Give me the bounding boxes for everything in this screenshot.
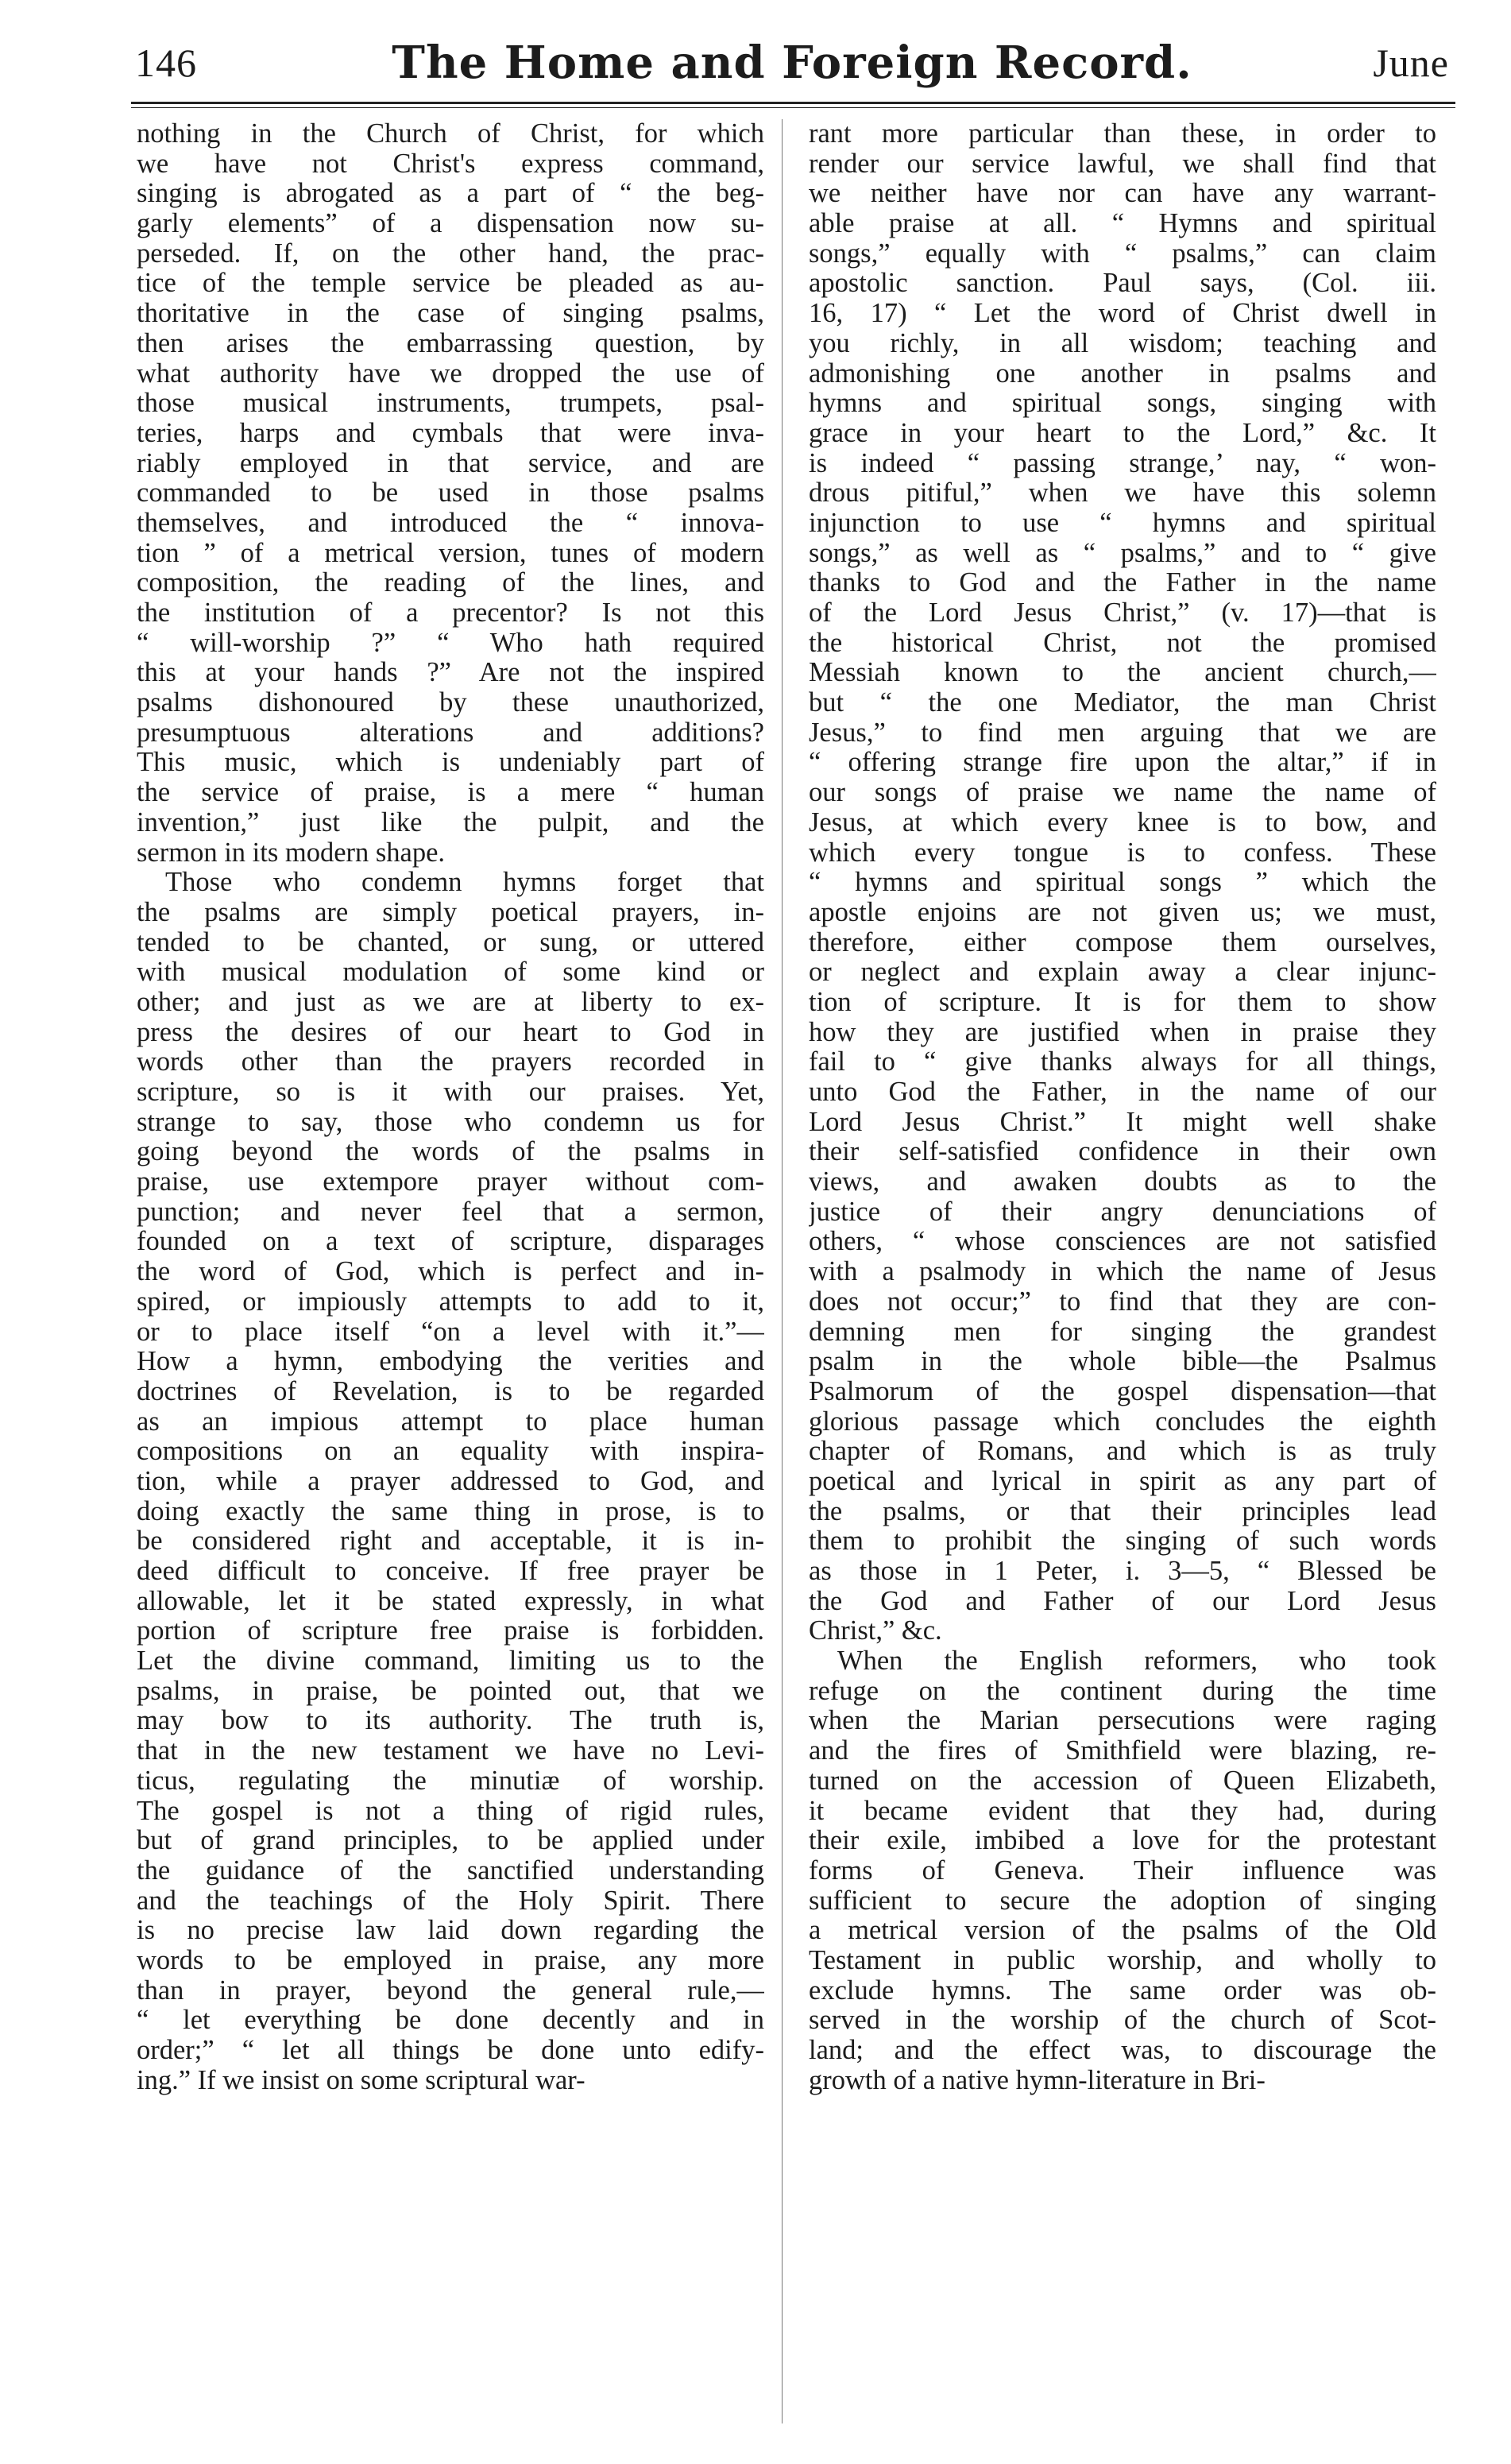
text-line: growth of a native hymn-literature in Bri- (809, 2065, 1266, 2095)
text-line: psalm in the whole bible—the Psalmus (809, 1347, 1436, 1377)
text-line: Let the divine command, limiting us to the (137, 1646, 764, 1677)
text-line: spired, or impiously attempts to add to it, (137, 1286, 764, 1317)
text-line: that in the new testament we have no Levi- (137, 1736, 764, 1766)
text-line: of the Lord Jesus Christ,” (v. 17)—that is (809, 598, 1436, 628)
text-line: riably employed in that service, and are (137, 448, 764, 478)
text-line: the service of praise, is a mere “ human (137, 778, 764, 808)
text-line: their exile, imbibed a love for the protestant (809, 1826, 1436, 1856)
text-line: or neglect and explain away a clear injunc- (809, 957, 1436, 988)
text-line: unto God the Father, in the name of our (809, 1077, 1436, 1107)
text-line: tion ” of a metrical version, tunes of modern (137, 538, 764, 568)
text-line: Testament in public worship, and wholly to (809, 1945, 1436, 1975)
text-line: How a hymn, embodying the verities and (137, 1347, 764, 1377)
text-line: as those in 1 Peter, i. 3—5, “ Blessed be (809, 1557, 1436, 1586)
text-line: served in the worship of the church of Scot- (809, 2006, 1436, 2036)
text-line: presumptuous alterations and additions? (137, 718, 764, 748)
text-line: we neither have nor can have any warrant- (809, 179, 1436, 209)
text-line: poetical and lyrical in spirit as any part of (809, 1466, 1436, 1496)
page-number: 146 (135, 41, 197, 85)
text-line: invention,” just like the pulpit, and the (137, 807, 764, 837)
text-line: garly elements” of a dispensation now su- (137, 209, 764, 239)
text-line: singing is abrogated as a part of “ the beg- (137, 179, 764, 209)
running-header (135, 35, 1449, 91)
text-line: is indeed “ passing strange,’ nay, “ won- (809, 448, 1436, 478)
text-line: tended to be chanted, or sung, or uttered (137, 927, 764, 957)
text-line: admonishing one another in psalms and (809, 358, 1436, 389)
text-line: but “ the one Mediator, the man Christ (809, 688, 1436, 718)
text-line: turned on the accession of Queen Elizabeth, (809, 1766, 1436, 1796)
text-line: Jesus,” to find men arguing that we are (809, 718, 1436, 748)
text-line: a metrical version of the psalms of the Old (809, 1916, 1436, 1946)
text-line: apostle enjoins are not given us; we must, (809, 897, 1436, 927)
right-column (809, 119, 1436, 2095)
left-column (137, 119, 764, 2095)
text-line: this at your hands ?” Are not the inspired (137, 658, 764, 688)
text-line: which every tongue is to confess. These (809, 837, 1436, 868)
text-line: those musical instruments, trumpets, psal- (137, 389, 764, 419)
text-line: “ will-worship ?” “ Who hath required (137, 628, 764, 658)
text-line: the God and Father of our Lord Jesus (809, 1586, 1436, 1616)
text-line: The gospel is not a thing of rigid rules, (137, 1796, 764, 1826)
text-line: portion of scripture free praise is forbidden. (137, 1616, 764, 1646)
text-line: therefore, either compose them ourselves, (809, 927, 1436, 957)
text-line: others, “ whose consciences are not satisfied (809, 1227, 1436, 1257)
text-line: nothing in the Church of Christ, for which (137, 119, 764, 149)
text-line: land; and the effect was, to discourage the (809, 2036, 1436, 2065)
text-line: tion, while a prayer addressed to God, and (137, 1466, 764, 1496)
text-line: or to place itself “on a level with it.”— (137, 1317, 764, 1347)
text-line: doing exactly the same thing in prose, is to (137, 1496, 764, 1526)
text-line: press the desires of our heart to God in (137, 1017, 764, 1047)
issue-month: June (1373, 41, 1449, 85)
text-line: sermon in its modern shape. (137, 837, 446, 868)
text-line: tion of scripture. It is for them to show (809, 987, 1436, 1017)
text-line: order;” “ let all things be done unto edify- (137, 2036, 764, 2065)
journal-title: The Home and Foreign Record. (392, 37, 1192, 89)
text-line: themselves, and introduced the “ innova- (137, 508, 764, 538)
text-line: tice of the temple service be pleaded as au- (137, 269, 764, 299)
text-line: with musical modulation of some kind or (137, 957, 764, 988)
text-line: doctrines of Revelation, is to be regarded (137, 1376, 764, 1406)
text-line: be considered right and acceptable, it is in- (137, 1526, 764, 1557)
text-line: the institution of a precentor? Is not this (137, 598, 764, 628)
text-line: founded on a text of scripture, disparages (137, 1227, 764, 1257)
text-line: we have not Christ's express command, (137, 149, 764, 179)
text-line: songs,” as well as “ psalms,” and to “ give (809, 538, 1436, 568)
text-line: Lord Jesus Christ.” It might well shake (809, 1107, 1436, 1137)
text-line: how they are justified when in praise they (809, 1017, 1436, 1047)
text-line: does not occur;” to find that they are con- (809, 1286, 1436, 1317)
text-line: grace in your heart to the Lord,” &c. It (809, 418, 1436, 448)
text-line: rant more particular than these, in order to (809, 119, 1436, 149)
text-line: and the fires of Smithfield were blazing, re- (809, 1736, 1436, 1766)
text-line: other; and just as we are at liberty to ex- (137, 987, 764, 1017)
text-line: glorious passage which concludes the eighth (809, 1406, 1436, 1437)
text-line: you richly, in all wisdom; teaching and (809, 328, 1436, 358)
text-line: Christ,” &c. (809, 1616, 942, 1646)
text-line: forms of Geneva. Their influence was (809, 1855, 1436, 1886)
text-line: psalms dishonoured by these unauthorized, (137, 688, 764, 718)
text-line: able praise at all. “ Hymns and spiritual (809, 209, 1436, 239)
text-line: perseded. If, on the other hand, the prac- (137, 238, 764, 269)
text-line: ticus, regulating the minutiæ of worship. (137, 1766, 764, 1796)
text-line: Messiah known to the ancient church,— (809, 658, 1436, 688)
text-line: views, and awaken doubts as to the (809, 1167, 1436, 1197)
text-line: justice of their angry denunciations of (809, 1197, 1436, 1227)
text-line: words to be employed in praise, any more (137, 1945, 764, 1975)
text-line: exclude hymns. The same order was ob- (809, 1975, 1436, 2006)
text-line: “ let everything be done decently and in (137, 2006, 764, 2036)
text-line: fail to “ give thanks always for all things, (809, 1047, 1436, 1077)
text-line: the guidance of the sanctified understanding (137, 1855, 764, 1886)
text-line: 16, 17) “ Let the word of Christ dwell in (809, 299, 1436, 329)
text-line: them to prohibit the singing of such words (809, 1526, 1436, 1557)
text-line: apostolic sanction. Paul says, (Col. iii. (809, 269, 1436, 299)
text-line: deed difficult to conceive. If free prayer be (137, 1557, 764, 1586)
text-line: compositions on an equality with inspira- (137, 1437, 764, 1467)
text-line: demning men for singing the grandest (809, 1317, 1436, 1347)
column-divider (782, 119, 783, 2423)
text-line: punction; and never feel that a sermon, (137, 1197, 764, 1227)
text-line: with a psalmody in which the name of Jesus (809, 1257, 1436, 1287)
text-line: render our service lawful, we shall find that (809, 149, 1436, 179)
text-line: chapter of Romans, and which is as truly (809, 1437, 1436, 1467)
text-line: injunction to use “ hymns and spiritual (809, 508, 1436, 538)
text-line: our songs of praise we name the name of (809, 778, 1436, 808)
text-line: it became evident that they had, during (809, 1796, 1436, 1826)
text-line: the psalms are simply poetical prayers, in- (137, 897, 764, 927)
text-line: ing.” If we insist on some scriptural war- (137, 2065, 585, 2095)
text-line: teries, harps and cymbals that were inva- (137, 418, 764, 448)
text-line: hymns and spiritual songs, singing with (809, 389, 1436, 419)
text-line: their self-satisfied confidence in their own (809, 1137, 1436, 1167)
text-line: strange to say, those who condemn us for (137, 1107, 764, 1137)
text-line: as an impious attempt to place human (137, 1406, 764, 1437)
text-line: may bow to its authority. The truth is, (137, 1706, 764, 1736)
text-line: drous pitiful,” when we have this solemn (809, 478, 1436, 509)
text-line: thoritative in the case of singing psalms, (137, 299, 764, 329)
text-line: going beyond the words of the psalms in (137, 1137, 764, 1167)
text-line: than in prayer, beyond the general rule,— (137, 1975, 764, 2006)
text-line: praise, use extempore prayer without com- (137, 1167, 764, 1197)
text-line: when the Marian persecutions were raging (809, 1706, 1436, 1736)
text-line: songs,” equally with “ psalms,” can claim (809, 238, 1436, 269)
text-line: the psalms, or that their principles lead (809, 1496, 1436, 1526)
text-line: what authority have we dropped the use of (137, 358, 764, 389)
text-line: but of grand principles, to be applied under (137, 1826, 764, 1856)
text-line: is no precise law laid down regarding the (137, 1916, 764, 1946)
text-line: This music, which is undeniably part of (137, 748, 764, 778)
text-line: refuge on the continent during the time (809, 1676, 1436, 1706)
text-line: and the teachings of the Holy Spirit. There (137, 1886, 764, 1916)
text-line: allowable, let it be stated expressly, in what (137, 1586, 764, 1616)
text-line: “ hymns and spiritual songs ” which the (809, 868, 1436, 898)
text-line: composition, the reading of the lines, and (137, 568, 764, 598)
text-line: “ offering strange fire upon the altar,” if in (809, 748, 1436, 778)
header-rule (131, 102, 1455, 108)
text-line: Psalmorum of the gospel dispensation—that (809, 1376, 1436, 1406)
text-line: the word of God, which is perfect and in- (137, 1257, 764, 1287)
text-line: the historical Christ, not the promised (809, 628, 1436, 658)
text-line: commanded to be used in those psalms (137, 478, 764, 509)
text-line: scripture, so is it with our praises. Yet, (137, 1077, 764, 1107)
text-line: psalms, in praise, be pointed out, that we (137, 1676, 764, 1706)
text-line: Jesus, at which every knee is to bow, and (809, 807, 1436, 837)
text-line: thanks to God and the Father in the name (809, 568, 1436, 598)
text-line: Those who condemn hymns forget that (165, 868, 764, 898)
text-line: then arises the embarrassing question, by (137, 328, 764, 358)
text-line: When the English reformers, who took (837, 1646, 1436, 1677)
text-line: words other than the prayers recorded in (137, 1047, 764, 1077)
text-line: sufficient to secure the adoption of singing (809, 1886, 1436, 1916)
